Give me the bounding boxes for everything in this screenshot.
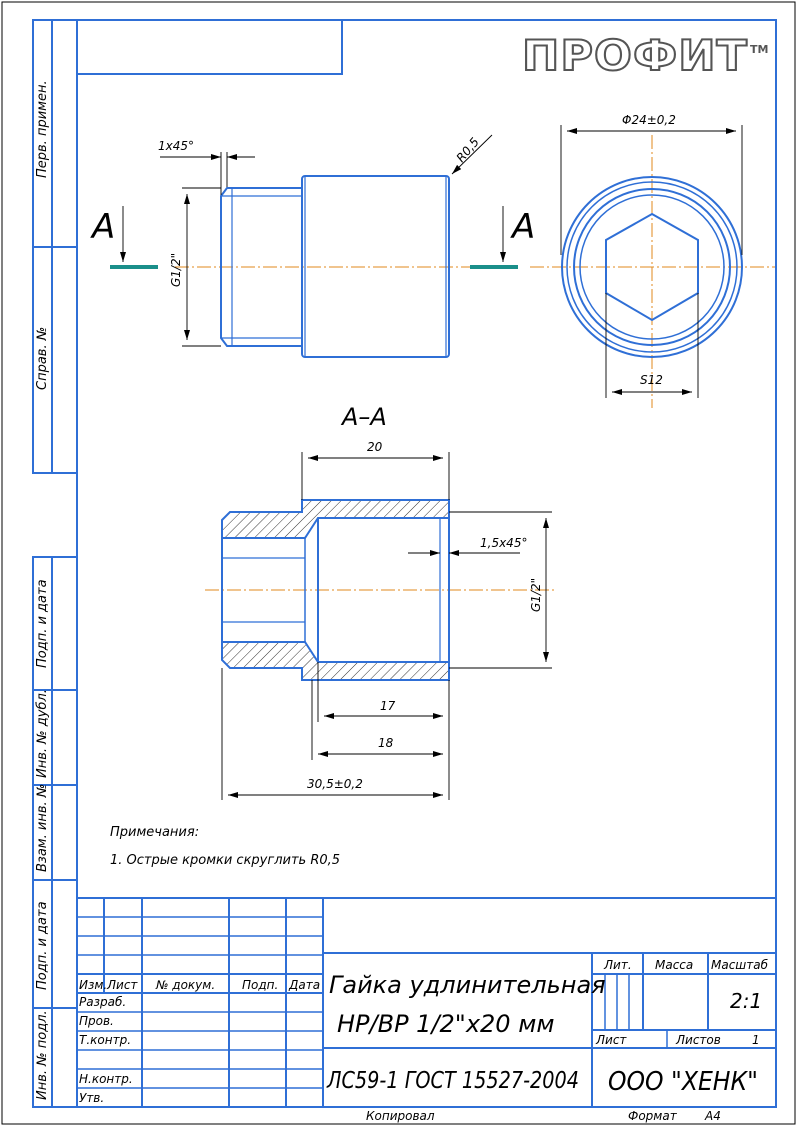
tb-masshtab: Масштаб [711, 958, 769, 972]
tb-col-data: Дата [289, 978, 321, 992]
tb-company: ООО "ХЕНК" [608, 1067, 758, 1097]
tb-listov: Листов [676, 1033, 721, 1047]
tb-row-tkontr: Т.контр. [79, 1033, 132, 1047]
tb-col-podp: Подп. [242, 978, 279, 992]
tb-list: Лист [596, 1033, 627, 1047]
dim-length-17: 17 [380, 699, 396, 713]
side-label-sprav-no: Справ. № [35, 326, 50, 390]
tb-scale-value: 2:1 [730, 989, 763, 1013]
tb-name-line1: Гайка удлинительная [329, 971, 606, 999]
tb-col-izm: Изм. [79, 978, 108, 992]
logo-trademark: TM [750, 43, 769, 56]
brand-logo [522, 31, 768, 80]
footer-format-value: A4 [705, 1109, 721, 1123]
dim-thread-left: G1/2" [169, 252, 183, 287]
side-label-podp-data-2: Подп. и дата [35, 901, 50, 990]
top-left-box [77, 20, 342, 74]
dim-diameter: Φ24±0,2 [622, 113, 676, 127]
section-view [205, 440, 555, 800]
dim-hex: S12 [640, 373, 663, 387]
tb-col-docum: № докум. [156, 978, 216, 992]
side-label-podp-data-1: Подп. и дата [35, 579, 50, 668]
dim-length-18: 18 [378, 736, 394, 750]
footer-format: Формат [628, 1109, 677, 1123]
side-label-inv-dubl: Инв. № дубл. [35, 689, 50, 778]
side-view [90, 135, 535, 357]
dim-chamfer-top: 1x45° [158, 139, 195, 153]
dim-chamfer-section: 1,5x45° [480, 536, 528, 550]
tb-listov-value: 1 [752, 1033, 760, 1047]
tb-lit: Лит. [604, 958, 632, 972]
dim-thread-section: G1/2" [529, 577, 543, 612]
notes-heading: Примечания: [110, 825, 200, 840]
tb-row-prov: Пров. [79, 1014, 114, 1028]
tb-row-utv: Утв. [79, 1091, 105, 1105]
footer-kopiroval: Копировал [366, 1109, 435, 1123]
tb-material: ЛС59-1 ГОСТ 15527-2004 [326, 1068, 579, 1094]
tb-col-list: Лист [107, 978, 138, 992]
notes-item-1: 1. Острые кромки скруглить R0,5 [110, 853, 341, 868]
section-letter-right: A [512, 207, 536, 247]
dim-length-20: 20 [367, 440, 383, 454]
section-title: A–A [342, 403, 387, 431]
logo-text: ПРОФИТ [522, 31, 748, 80]
tb-row-razrab: Разраб. [79, 995, 127, 1009]
side-label-perv-primen: Перв. примен. [35, 80, 50, 178]
side-label-inv-podl: Инв. № подл. [35, 1010, 50, 1100]
end-view [530, 113, 775, 408]
dim-radius: R0,5 [453, 134, 482, 165]
dim-length-total: 30,5±0,2 [307, 777, 363, 791]
inner-frame [77, 20, 776, 1107]
tb-massa: Масса [655, 958, 694, 972]
tb-name-line2: НР/ВР 1/2"x20 мм [337, 1010, 555, 1038]
tb-row-nkontr: Н.контр. [79, 1072, 133, 1086]
side-label-vzam-inv: Взам. инв. № [35, 783, 50, 872]
section-letter-left: A [92, 207, 116, 247]
